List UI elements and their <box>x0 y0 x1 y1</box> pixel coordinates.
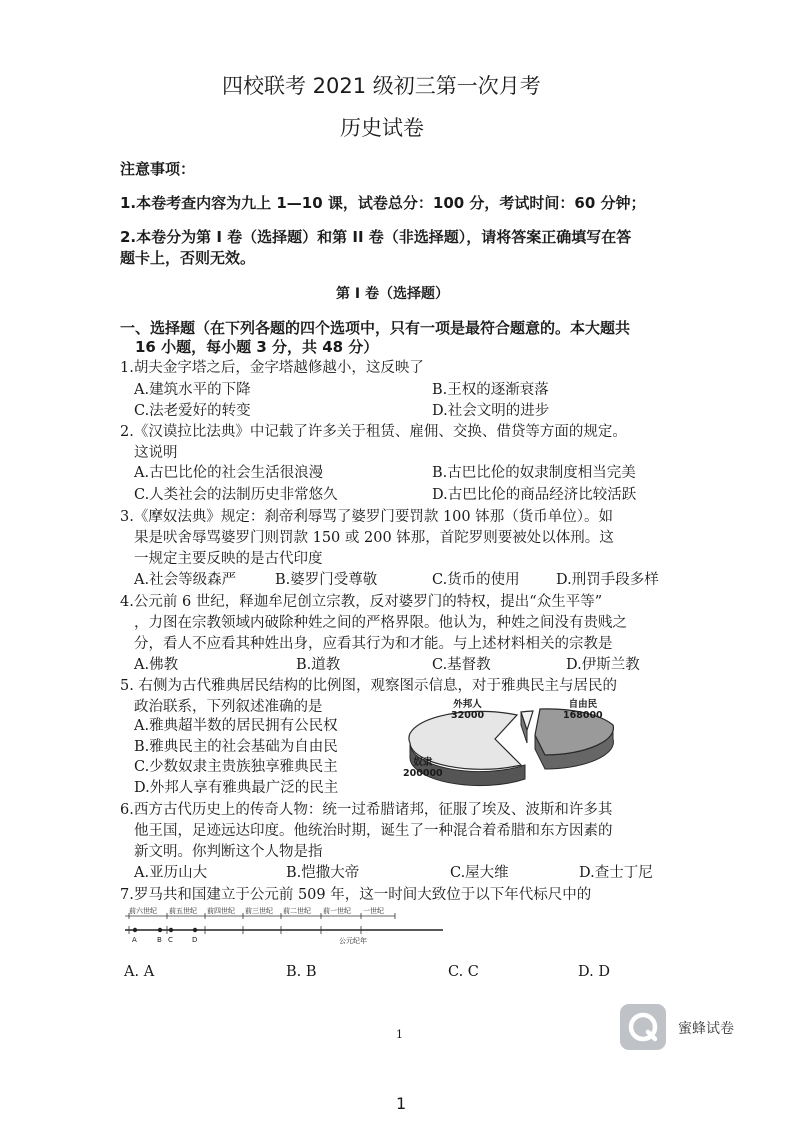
q5-stem-line2: 政治联系，下列叙述准确的是 <box>134 699 323 715</box>
q2-stem-line1: 2.《汉谟拉比法典》中记载了许多关于租赁、雇佣、交换、借贷等方面的规定。 <box>120 424 627 440</box>
notes-item-2-line2: 题卡上，否则无效。 <box>120 249 256 267</box>
pie-label-slave <box>403 757 443 779</box>
q3-stem-line2: 果是吠舍辱骂婆罗门则罚款 150 或 200 钵那，首陀罗则要被处以体刑。这 <box>134 530 614 546</box>
watermark-logo-icon <box>620 1004 666 1050</box>
q4-option-b: B.道教 <box>296 657 341 673</box>
timeline-century-7: 一世纪 <box>363 907 384 915</box>
page-number-outer: 1 <box>396 1094 407 1113</box>
q5-option-c: C.少数奴隶主贵族独享雅典民主 <box>134 759 338 775</box>
section-intro-line1: 一、选择题（在下列各题的四个选项中，只有一项是最符合题意的。本大题共 <box>120 319 631 337</box>
q2-option-a: A.古巴比伦的社会生活很浪漫 <box>134 465 324 481</box>
timeline-ruler <box>125 906 445 952</box>
q4-option-d: D.伊斯兰教 <box>566 657 640 673</box>
q5-option-d: D.外邦人享有雅典最广泛的民主 <box>134 780 339 796</box>
q5-stem-line1: 5. 右侧为古代雅典居民结构的比例图，观察图示信息，对于雅典民主与居民的 <box>120 678 617 694</box>
q2-option-c: C.人类社会的法制历史非常悠久 <box>134 487 338 503</box>
q7-option-d: D. D <box>578 964 610 980</box>
q3-option-b: B.婆罗门受尊敬 <box>275 572 378 588</box>
timeline-point-label-d: D <box>192 936 198 944</box>
watermark-text: 蜜蜂试卷 <box>678 1021 734 1037</box>
q7-stem: 7.罗马共和国建立于公元前 509 年，这一时间大致位于以下年代标尺中的 <box>120 887 592 903</box>
pie-label-foreign <box>451 699 484 721</box>
q1-option-a: A.建筑水平的下降 <box>134 382 251 398</box>
timeline-point-b <box>158 928 162 932</box>
page-number-inner: 1 <box>396 1028 403 1041</box>
q3-option-d: D.刑罚手段多样 <box>556 572 659 588</box>
pie-label-foreign-value: 32000 <box>451 710 485 721</box>
timeline-century-3: 前四世纪 <box>207 907 235 915</box>
pie-label-slave-value: 200000 <box>403 768 443 779</box>
timeline-century-6: 前一世纪 <box>323 907 351 915</box>
q3-option-c: C.货币的使用 <box>432 572 520 588</box>
timeline-svg <box>125 906 445 952</box>
pie-label-free-name: 自由民 <box>568 699 598 710</box>
q5-option-a: A.雅典超半数的居民拥有公民权 <box>134 718 338 734</box>
q1-option-d: D.社会文明的进步 <box>432 403 550 419</box>
q1-option-c: C.法老爱好的转变 <box>134 403 251 419</box>
q6-option-a: A.亚历山大 <box>134 865 208 881</box>
q7-option-b: B. B <box>286 964 317 980</box>
q4-option-a: A.佛教 <box>134 657 179 673</box>
q5-option-b: B.雅典民主的社会基础为自由民 <box>134 739 338 755</box>
q6-option-d: D.查士丁尼 <box>579 865 653 881</box>
notes-heading: 注意事项： <box>120 160 196 178</box>
pie-label-slave-name: 奴隶 <box>413 757 433 768</box>
q3-stem-line3: 一规定主要反映的是古代印度 <box>134 551 323 567</box>
section-intro-line2: 16 小题，每小题 3 分，共 48 分） <box>135 338 379 356</box>
pie-label-free <box>563 699 603 721</box>
timeline-era-label: 公元纪年 <box>339 937 367 945</box>
pie-label-free-value: 168000 <box>563 710 603 721</box>
pie-label-foreign-name: 外邦人 <box>453 699 482 710</box>
q7-option-a: A. A <box>124 964 155 980</box>
timeline-century-4: 前三世纪 <box>245 907 273 915</box>
watermark-svg <box>620 1004 666 1050</box>
q2-stem-line2: 这说明 <box>134 445 178 461</box>
q2-option-d: D.古巴比伦的商品经济比较活跃 <box>432 487 637 503</box>
timeline-point-label-c: C <box>168 936 173 944</box>
q2-option-b: B.古巴比伦的奴隶制度相当完美 <box>432 465 636 481</box>
timeline-point-label-b: B <box>157 936 162 944</box>
timeline-century-1: 前六世纪 <box>129 907 157 915</box>
section-heading: 第 I 卷（选择题） <box>336 286 449 302</box>
exam-title: 四校联考 2021 级初三第一次月考 <box>222 74 541 98</box>
timeline-point-d <box>193 928 197 932</box>
timeline-century-2: 前五世纪 <box>169 907 197 915</box>
q6-stem-line1: 6.西方古代历史上的传奇人物：统一过希腊诸邦，征服了埃及、波斯和许多其 <box>120 802 613 818</box>
notes-item-1: 1.本卷考查内容为九上 1—10 课，试卷总分：100 分，考试时间：60 分钟； <box>120 194 646 212</box>
notes-item-2-line1: 2.本卷分为第 I 卷（选择题）和第 II 卷（非选择题），请将答案正确填写在答 <box>120 228 632 246</box>
timeline-point-a <box>133 928 137 932</box>
q6-option-b: B.恺撒大帝 <box>286 865 360 881</box>
q4-stem-line3: 分，看人不应看其种姓出身，应看其行为和才能。与上述材料相关的宗教是 <box>134 636 613 652</box>
q6-stem-line3: 新文明。你判断这个人物是指 <box>134 844 323 860</box>
exam-subtitle: 历史试卷 <box>340 116 424 140</box>
q6-stem-line2: 他王国，足迹远达印度。他统治时期，诞生了一种混合着希腊和东方因素的 <box>134 823 613 839</box>
timeline-point-c <box>169 928 173 932</box>
q1-option-b: B.王权的逐渐衰落 <box>432 382 549 398</box>
q4-stem-line1: 4.公元前 6 世纪，释迦牟尼创立宗教，反对婆罗门的特权，提出“众生平等” <box>120 594 603 610</box>
q1-stem: 1.胡夫金字塔之后，金字塔越修越小，这反映了 <box>120 360 424 376</box>
timeline-century-5: 前二世纪 <box>283 907 311 915</box>
q3-stem-line1: 3.《摩奴法典》规定：刹帝利辱骂了婆罗门要罚款 100 钵那（货币单位）。如 <box>120 509 613 525</box>
population-pie-chart <box>395 695 635 795</box>
q4-stem-line2: ，力图在宗教领域内破除种姓之间的严格界限。他认为，种姓之间没有贵贱之 <box>134 615 627 631</box>
q4-option-c: C.基督教 <box>432 657 491 673</box>
q7-option-c: C. C <box>448 964 479 980</box>
q6-option-c: C.屋大维 <box>450 865 509 881</box>
timeline-point-label-a: A <box>132 936 137 944</box>
q3-option-a: A.社会等级森严 <box>134 572 237 588</box>
